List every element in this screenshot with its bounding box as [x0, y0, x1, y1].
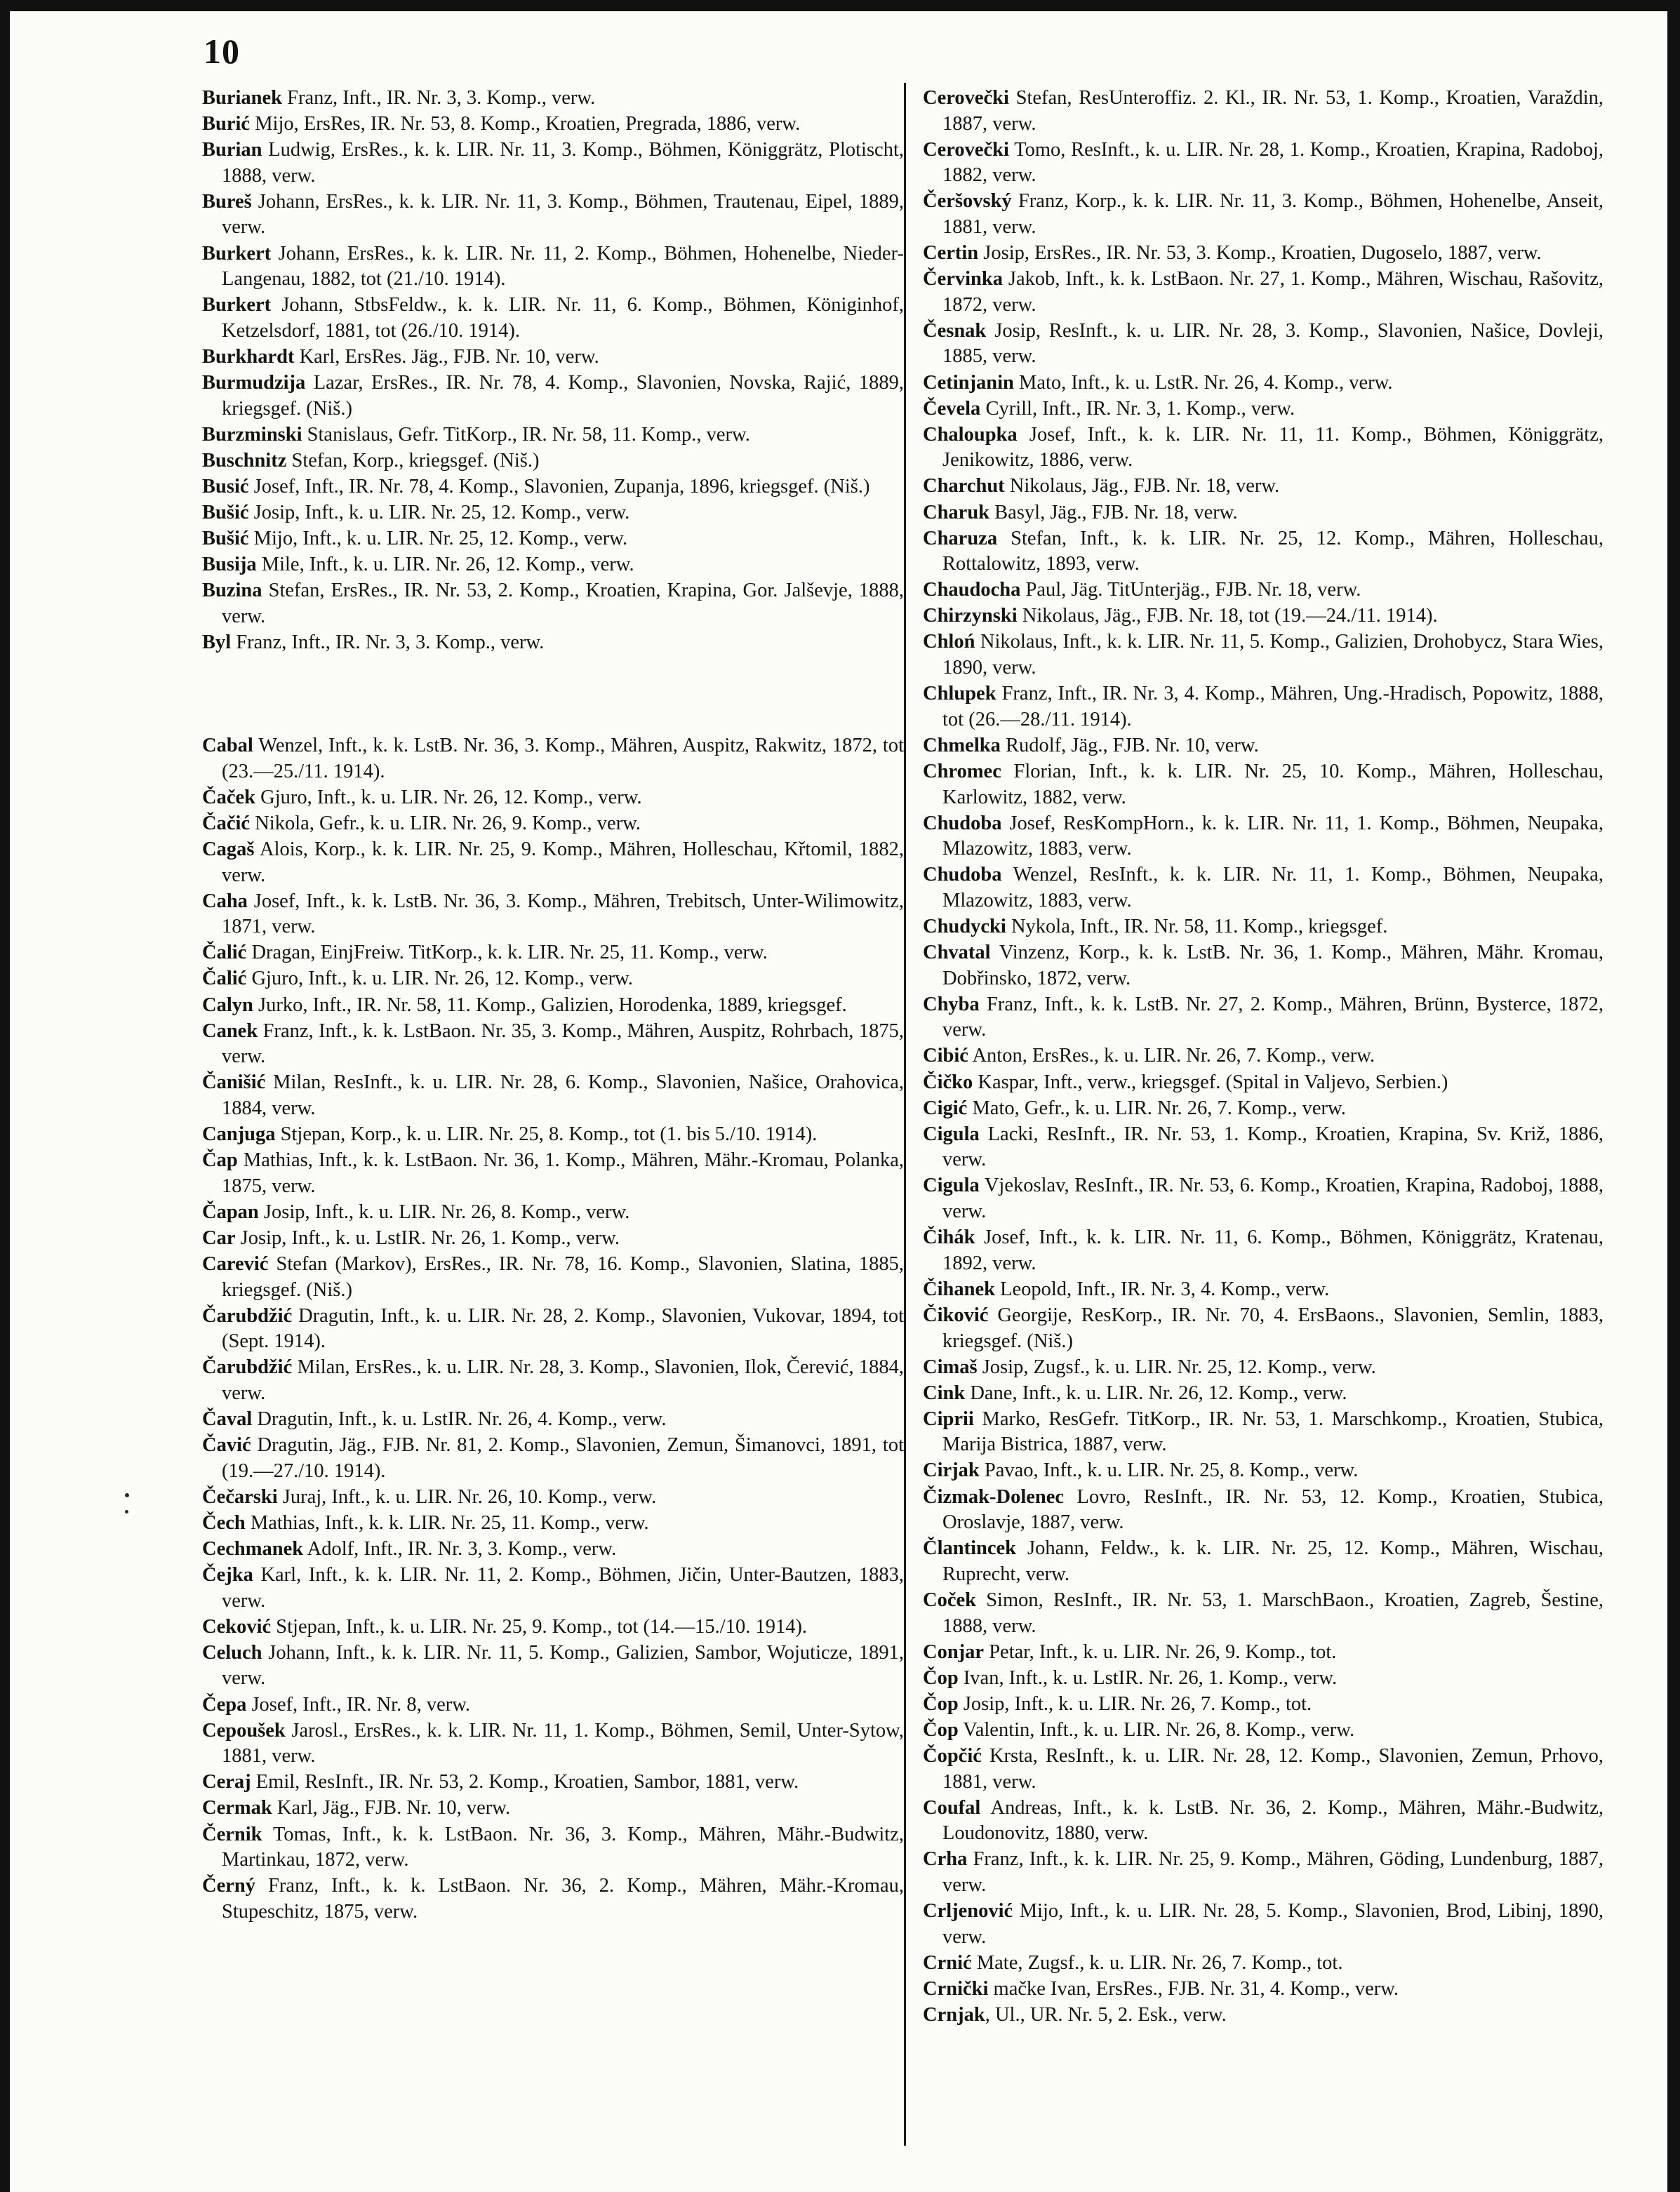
- register-entry: [202, 578, 904, 629]
- entry-details: Andreas, Inft., k. k. LstB. Nr. 36, 2. Komp., Mähren, Mähr.-Budwitz, Loudonovitz, 1880, verw.: [942, 1796, 1604, 1845]
- entry-surname: Charuza: [923, 527, 998, 549]
- entry-surname: Coček: [923, 1589, 976, 1611]
- entry-surname: Buschnitz: [202, 449, 287, 472]
- register-entry: [923, 1692, 1604, 1718]
- entry-surname: Cigula: [923, 1175, 980, 1197]
- entry-surname: Chaloupka: [923, 423, 1018, 446]
- register-entry: [202, 1200, 904, 1226]
- register-entry: [923, 500, 1604, 526]
- register-entry: [202, 1019, 904, 1070]
- entry-details: Karl, ErsRes. Jäg., FJB. Nr. 10, verw.: [294, 345, 599, 368]
- entry-details: Krsta, ResInft., k. u. LIR. Nr. 28, 12. Komp., Slavonien, Zemun, Prhovo, 1881, verw.: [942, 1745, 1604, 1793]
- entry-details: Pavao, Inft., k. u. LIR. Nr. 25, 8. Komp., verw.: [979, 1459, 1359, 1482]
- entry-details: Emil, ResInft., IR. Nr. 53, 2. Komp., Kroatien, Sambor, 1881, verw.: [251, 1771, 799, 1793]
- entry-surname: Chudoba: [923, 864, 1002, 886]
- entry-details: Wenzel, ResInft., k. k. LIR. Nr. 11, 1. Komp., Böhmen, Neupaka, Mlazowitz, 1883, verw.: [942, 864, 1604, 911]
- entry-surname: Čaček: [202, 786, 255, 808]
- entry-details: Adolf, Inft., IR. Nr. 3, 3. Komp., verw.: [303, 1537, 617, 1560]
- entry-details: Franz, Inft., IR. Nr. 3, 3. Komp., verw.: [231, 631, 545, 653]
- entry-details: Basyl, Jäg., FJB. Nr. 18, verw.: [989, 501, 1238, 523]
- entry-details: Stjepan, Inft., k. u. LIR. Nr. 25, 9. Komp., tot (14.—15./10. 1914).: [271, 1615, 808, 1638]
- register-entry: [202, 345, 904, 370]
- entry-details: Vinzenz, Korp., k. k. LstB. Nr. 36, 1. Komp., Mähren, Mähr. Kromau, Dobřinsko, 1872, verw.: [942, 942, 1604, 989]
- entry-details: Kaspar, Inft., verw., kriegsgef. (Spital in Valjevo, Serbien.): [973, 1071, 1448, 1093]
- entry-surname: Čalić: [202, 942, 247, 964]
- register-entry: [923, 603, 1604, 629]
- entry-details: Alois, Korp., k. k. LIR. Nr. 25, 9. Komp., Mähren, Holleschau, Křtomil, 1882, verw.: [222, 838, 904, 886]
- entry-surname: Celuch: [202, 1641, 262, 1664]
- register-entry: [202, 837, 904, 888]
- entry-details: Josef, ResKompHorn., k. k. LIR. Nr. 11, 1. Komp., Böhmen, Neupaka, Mlazowitz, 1883, verw.: [942, 812, 1604, 860]
- entry-surname: Čopčić: [923, 1745, 982, 1767]
- scan-border-left: [0, 0, 10, 2192]
- entry-surname: Cerovečki: [923, 138, 1009, 161]
- entry-surname: Čavić: [202, 1434, 251, 1457]
- register-entry: [923, 1536, 1604, 1587]
- entry-details: Jarosl., ErsRes., k. k. LIR. Nr. 11, 1. Komp., Böhmen, Semil, Unter-Sytow, 1881, verw.: [222, 1719, 904, 1767]
- register-entry: [202, 1122, 904, 1148]
- register-entry: [923, 267, 1604, 318]
- register-entry: [923, 241, 1604, 267]
- entry-details: Gjuro, Inft., k. u. LIR. Nr. 26, 12. Komp., verw.: [246, 968, 633, 990]
- entry-details: Valentin, Inft., k. u. LIR. Nr. 26, 8. Komp., verw.: [958, 1718, 1355, 1741]
- register-entry: [923, 1303, 1604, 1354]
- entry-details: , Ul., UR. Nr. 5, 2. Esk., verw.: [985, 2003, 1227, 2026]
- entry-surname: Ceković: [202, 1615, 272, 1638]
- register-entry: [202, 940, 904, 966]
- entry-surname: Čizmak-Dolenec: [923, 1485, 1065, 1508]
- entry-details: Josef, Inft., k. k. LIR. Nr. 11, 11. Komp., Böhmen, Königgrätz, Jenikowitz, 1886, verw.: [942, 423, 1604, 472]
- entry-details: Stefan, ResUnteroffiz. 2. Kl., IR. Nr. 53, 1. Komp., Kroatien, Varaždin, 1887, verw.: [942, 87, 1604, 135]
- entry-details: Mato, Gefr., k. u. LIR. Nr. 26, 7. Komp., verw.: [967, 1097, 1346, 1119]
- entry-details: Simon, ResInft., IR. Nr. 53, 1. MarschBaon., Kroatien, Zagreb, Šestine, 1888, verw.: [942, 1589, 1604, 1637]
- register-entry: [202, 1304, 904, 1355]
- entry-surname: Crnički: [923, 1977, 989, 2000]
- register-entry: [923, 1096, 1604, 1122]
- entry-surname: Člantincek: [923, 1537, 1017, 1560]
- entry-surname: Coufal: [923, 1796, 981, 1819]
- entry-details: Ludwig, ErsRes., k. k. LIR. Nr. 11, 3. Komp., Böhmen, Königgrätz, Plotischt, 1888, verw.: [222, 139, 904, 187]
- entry-surname: Carević: [202, 1252, 269, 1275]
- entry-surname: Cechmanek: [202, 1537, 304, 1560]
- entry-details: Josip, Inft., k. u. LIR. Nr. 26, 7. Komp., tot.: [958, 1692, 1312, 1715]
- entry-surname: Bušić: [202, 528, 249, 550]
- entry-details: Wenzel, Inft., k. k. LstB. Nr. 36, 3. Komp., Mähren, Auspitz, Rakwitz, 1872, tot (23.—25./11. 1914).: [222, 735, 904, 782]
- entry-surname: Cigula: [923, 1123, 980, 1145]
- left-column: [202, 86, 904, 1925]
- entry-details: Mijo, Inft., k. u. LIR. Nr. 28, 5. Komp., Slavonien, Brod, Libinj, 1890, verw.: [942, 1900, 1604, 1948]
- entry-surname: Car: [202, 1227, 236, 1249]
- register-entry: [923, 1796, 1604, 1847]
- entry-details: Nikolaus, Jäg., FJB. Nr. 18, verw.: [1004, 475, 1280, 497]
- register-entry: [202, 1692, 904, 1718]
- register-entry: [923, 1070, 1604, 1096]
- register-entry: [202, 1563, 904, 1614]
- entry-surname: Conjar: [923, 1640, 985, 1663]
- entry-surname: Cepoušek: [202, 1719, 286, 1742]
- entry-surname: Canek: [202, 1020, 258, 1042]
- register-entry: [202, 448, 904, 474]
- register-entry: [923, 811, 1604, 862]
- entry-surname: Čeršovský: [923, 190, 1012, 213]
- entry-surname: Canjuga: [202, 1123, 276, 1145]
- register-entry: [202, 552, 904, 578]
- entry-details: Stanislaus, Gefr. TitKorp., IR. Nr. 58, 11. Komp., verw.: [302, 423, 750, 446]
- register-entry: [923, 1458, 1604, 1484]
- entry-surname: Chudoba: [923, 812, 1002, 834]
- entry-surname: Burić: [202, 113, 251, 135]
- entry-details: Nikolaus, Jäg., FJB. Nr. 18, tot (19.—24./11. 1914).: [1017, 605, 1438, 627]
- register-entry: [202, 370, 904, 422]
- entry-details: Nikola, Gefr., k. u. LIR. Nr. 26, 9. Komp., verw.: [250, 812, 641, 834]
- entry-details: Dragutin, Inft., k. u. LstIR. Nr. 26, 4. Komp., verw.: [252, 1408, 667, 1430]
- register-entry: [923, 370, 1604, 396]
- scan-border-right: [1667, 0, 1680, 2192]
- entry-surname: Ceraj: [202, 1771, 251, 1793]
- entry-details: Karl, Jäg., FJB. Nr. 10, verw.: [272, 1797, 511, 1819]
- entry-details: Florian, Inft., k. k. LIR. Nr. 25, 10. Komp., Mähren, Holleschau, Karlowitz, 1882, verw.: [942, 760, 1604, 808]
- entry-details: Stefan, Korp., kriegsgef. (Niš.): [286, 449, 540, 472]
- entry-surname: Čevela: [923, 397, 981, 420]
- register-entry: [202, 1796, 904, 1822]
- register-entry: [923, 992, 1604, 1043]
- entry-details: Ivan, Inft., k. u. LstIR. Nr. 26, 1. Komp., verw.: [958, 1666, 1338, 1689]
- register-entry: [202, 1252, 904, 1303]
- register-entry: [202, 112, 904, 138]
- entry-details: Franz, Inft., k. k. LIR. Nr. 25, 9. Komp., Mähren, Göding, Lundenburg, 1887, verw.: [942, 1848, 1604, 1896]
- entry-surname: Cabal: [202, 735, 253, 757]
- entry-details: Josip, Inft., k. u. LIR. Nr. 26, 8. Komp., verw.: [258, 1201, 630, 1223]
- entry-details: Gjuro, Inft., k. u. LIR. Nr. 26, 12. Komp., verw.: [255, 786, 642, 808]
- register-entry: [202, 1718, 904, 1770]
- entry-surname: Crnić: [923, 1951, 972, 1974]
- register-entry: [923, 1666, 1604, 1692]
- register-entry: [923, 914, 1604, 940]
- register-entry: [923, 1225, 1604, 1276]
- register-entry: [202, 422, 904, 448]
- entry-surname: Čanišić: [202, 1071, 266, 1094]
- register-entry: [202, 1407, 904, 1433]
- register-entry: [923, 1847, 1604, 1898]
- entry-surname: Charuk: [923, 501, 990, 523]
- register-entry: [923, 1122, 1604, 1173]
- entry-details: Josip, ResInft., k. u. LIR. Nr. 28, 3. Komp., Slavonien, Našice, Dovleji, 1885, verw.: [942, 319, 1604, 368]
- entry-surname: Čarubdžić: [202, 1356, 293, 1379]
- entry-surname: Čop: [923, 1666, 959, 1689]
- register-entry: [923, 1173, 1604, 1224]
- entry-details: Mathias, Inft., k. k. LIR. Nr. 25, 11. Komp., verw.: [245, 1511, 649, 1534]
- entry-details: Josip, Inft., k. u. LstIR. Nr. 26, 1. Komp., verw.: [235, 1227, 620, 1249]
- right-column: [923, 86, 1604, 2029]
- entry-surname: Charchut: [923, 475, 1005, 497]
- entry-details: Tomo, ResInft., k. u. LIR. Nr. 28, 1. Komp., Kroatien, Krapina, Radoboj, 1882, verw.: [942, 138, 1604, 187]
- entry-details: Josip, ErsRes., IR. Nr. 53, 3. Komp., Kroatien, Dugoselo, 1887, verw.: [978, 242, 1542, 265]
- register-entry: [923, 733, 1604, 759]
- entry-details: Johann, ErsRes., k. k. LIR. Nr. 11, 2. Komp., Böhmen, Hohenelbe, Nieder-Langenau, 1882, tot (21./10. 1914).: [222, 242, 904, 290]
- register-entry: [202, 1615, 904, 1640]
- register-entry: [202, 966, 904, 992]
- entry-details: Cyrill, Inft., IR. Nr. 3, 1. Komp., verw.: [980, 397, 1295, 420]
- register-entry: [202, 474, 904, 500]
- entry-surname: Čejka: [202, 1564, 253, 1586]
- entry-details: Franz, Inft., IR. Nr. 3, 3. Komp., verw.: [282, 87, 596, 109]
- entry-surname: Čičko: [923, 1071, 973, 1093]
- entry-surname: Čečarski: [202, 1485, 278, 1508]
- entry-details: Franz, Inft., IR. Nr. 3, 4. Komp., Mähren, Ung.-Hradisch, Popowitz, 1888, tot (26.—28./11. 1914).: [942, 683, 1604, 730]
- entry-details: Milan, ErsRes., k. u. LIR. Nr. 28, 3. Komp., Slavonien, Ilok, Čerević, 1884, verw.: [222, 1356, 904, 1404]
- entry-surname: Černý: [202, 1875, 255, 1897]
- register-entry: [923, 1485, 1604, 1536]
- entry-details: Dane, Inft., k. u. LIR. Nr. 26, 12. Komp., verw.: [965, 1382, 1347, 1404]
- entry-surname: Cigić: [923, 1097, 968, 1119]
- entry-surname: Chloń: [923, 631, 975, 653]
- entry-surname: Crljenović: [923, 1900, 1013, 1923]
- entry-details: Josef, Inft., IR. Nr. 8, verw.: [246, 1693, 471, 1716]
- entry-surname: Chyba: [923, 993, 980, 1015]
- entry-details: Tomas, Inft., k. k. LstBaon. Nr. 36, 3. Komp., Mähren, Mähr.-Budwitz, Martinkau, 1872, verw.: [222, 1823, 904, 1871]
- entry-surname: Burkhardt: [202, 345, 295, 368]
- entry-surname: Chromec: [923, 760, 1001, 782]
- entry-details: Mile, Inft., k. u. LIR. Nr. 26, 12. Komp., verw.: [256, 554, 634, 576]
- entry-details: Rudolf, Jäg., FJB. Nr. 10, verw.: [1000, 734, 1259, 756]
- entry-surname: Burzminski: [202, 423, 302, 446]
- entry-details: Johann, StbsFeldw., k. k. LIR. Nr. 11, 6. Komp., Böhmen, Königinhof, Ketzelsdorf, 1881, tot (26./10. 1914).: [222, 294, 904, 342]
- entry-surname: Čihanek: [923, 1278, 995, 1300]
- register-entry: [923, 1381, 1604, 1407]
- register-entry: [923, 474, 1604, 500]
- entry-surname: Certin: [923, 242, 979, 265]
- register-entry: [923, 1718, 1604, 1744]
- entry-surname: Čap: [202, 1149, 238, 1172]
- entry-details: Josef, Inft., k. k. LIR. Nr. 11, 6. Komp., Böhmen, Königgrätz, Kratenau, 1892, verw.: [942, 1227, 1604, 1274]
- register-entry: [923, 940, 1604, 991]
- entry-surname: Cimaš: [923, 1356, 978, 1378]
- entry-details: Johann, Inft., k. k. LIR. Nr. 11, 5. Komp., Galizien, Sambor, Wojuticze, 1891, verw.: [222, 1641, 904, 1690]
- entry-surname: Burianek: [202, 87, 283, 109]
- entry-surname: Busija: [202, 554, 257, 576]
- entry-details: Leopold, Inft., IR. Nr. 3, 4. Komp., verw.: [994, 1278, 1330, 1300]
- entry-details: Lacki, ResInft., IR. Nr. 53, 1. Komp., Kroatien, Krapina, Sv. Križ, 1886, verw.: [942, 1123, 1604, 1171]
- entry-surname: Bušić: [202, 502, 249, 523]
- entry-details: Stefan (Markov), ErsRes., IR. Nr. 78, 16. Komp., Slavonien, Slatina, 1885, kriegsgef. (Niš.): [222, 1252, 904, 1301]
- entry-details: Mijo, Inft., k. u. LIR. Nr. 25, 12. Komp., verw.: [248, 528, 628, 550]
- entry-surname: Bureš: [202, 190, 252, 213]
- entry-surname: Čalić: [202, 968, 247, 990]
- entry-details: Milan, ResInft., k. u. LIR. Nr. 28, 6. Komp., Slavonien, Našice, Orahovica, 1884, verw.: [222, 1071, 904, 1119]
- entry-details: Mate, Zugsf., k. u. LIR. Nr. 26, 7. Komp., tot.: [971, 1951, 1343, 1974]
- entry-surname: Cirjak: [923, 1459, 980, 1482]
- register-entry: [202, 1537, 904, 1563]
- register-entry: [923, 1951, 1604, 1977]
- page-number: 10: [204, 32, 240, 71]
- entry-details: Mato, Inft., k. u. LstR. Nr. 26, 4. Komp., verw.: [1013, 371, 1393, 394]
- register-entry: [202, 1070, 904, 1121]
- register-entry: [202, 733, 904, 784]
- entry-details: mačke Ivan, ErsRes., FJB. Nr. 31, 4. Komp., verw.: [988, 1977, 1399, 2000]
- register-entry: [923, 319, 1604, 370]
- register-entry: [202, 1822, 904, 1873]
- entry-details: Karl, Inft., k. k. LIR. Nr. 11, 2. Komp., Böhmen, Jičin, Unter-Bautzen, 1883, verw.: [222, 1564, 904, 1612]
- register-entry: [202, 889, 904, 940]
- register-entry: [923, 138, 1604, 189]
- entry-details: Franz, Korp., k. k. LIR. Nr. 11, 3. Komp., Böhmen, Hohenelbe, Anseit, 1881, verw.: [942, 190, 1604, 238]
- entry-surname: Burkert: [202, 242, 272, 265]
- register-entry: [923, 1277, 1604, 1303]
- register-entry: [923, 2003, 1604, 2029]
- entry-surname: Crnjak: [923, 2003, 985, 2026]
- register-entry: [923, 86, 1604, 137]
- entry-surname: Cibić: [923, 1045, 968, 1067]
- entry-details: Stefan, ErsRes., IR. Nr. 53, 2. Komp., Kroatien, Krapina, Gor. Jalševje, 1888, verw.: [222, 580, 904, 627]
- register-entry: [923, 629, 1604, 681]
- entry-surname: Čapan: [202, 1201, 259, 1223]
- entry-details: Lovro, ResInft., IR. Nr. 53, 12. Komp., Kroatien, Stubica, Oroslavje, 1887, verw.: [942, 1485, 1604, 1534]
- entry-surname: Cerovečki: [923, 87, 1009, 109]
- register-entry: [923, 1043, 1604, 1069]
- entry-details: Jurko, Inft., IR. Nr. 58, 11. Komp., Galizien, Horodenka, 1889, kriegsgef.: [253, 994, 847, 1016]
- register-entry: [202, 1511, 904, 1537]
- entry-details: Franz, Inft., k. k. LstB. Nr. 27, 2. Komp., Mähren, Brünn, Bystercе, 1872, verw.: [942, 993, 1604, 1041]
- register-entry: [202, 138, 904, 189]
- entry-surname: Chlupek: [923, 683, 996, 705]
- register-entry: [202, 1148, 904, 1199]
- register-entry: [923, 1355, 1604, 1381]
- entry-surname: Čop: [923, 1692, 959, 1715]
- entry-surname: Červinka: [923, 268, 1003, 290]
- ink-speck: [125, 1510, 128, 1513]
- entry-surname: Chaudocha: [923, 579, 1021, 601]
- register-entry: [923, 526, 1604, 577]
- entry-details: Josip, Zugsf., k. u. LIR. Nr. 25, 12. Komp., verw.: [977, 1356, 1376, 1378]
- register-entry: [202, 630, 904, 656]
- entry-surname: Chvatal: [923, 942, 991, 964]
- entry-surname: Čarubdžić: [202, 1304, 293, 1327]
- entry-details: Mathias, Inft., k. k. LstBaon. Nr. 36, 1. Komp., Mähren, Mähr.-Kromau, Polanka, 1875, verw.: [222, 1149, 904, 1197]
- register-entry: [923, 759, 1604, 810]
- entry-surname: Burkert: [202, 294, 272, 316]
- register-entry: [202, 1433, 904, 1484]
- entry-details: Paul, Jäg. TitUnterjäg., FJB. Nr. 18, verw.: [1020, 579, 1361, 601]
- entry-surname: Cetinjanin: [923, 371, 1014, 394]
- register-entry: [923, 1899, 1604, 1950]
- column-divider: [904, 83, 906, 2146]
- entry-details: Nikolaus, Inft., k. k. LIR. Nr. 11, 5. Komp., Galizien, Drohobycz, Stara Wies, 1890, verw.: [942, 631, 1604, 679]
- register-entry: [923, 396, 1604, 422]
- register-entry: [202, 1355, 904, 1406]
- entry-surname: Cagaš: [202, 838, 255, 860]
- entry-surname: Calyn: [202, 994, 253, 1016]
- entry-surname: Černik: [202, 1823, 262, 1845]
- entry-details: Georgije, ResKorp., IR. Nr. 70, 4. ErsBaons., Slavonien, Semlin, 1883, kriegsgef. (Niš.): [942, 1304, 1604, 1352]
- entry-details: Petar, Inft., k. u. LIR. Nr. 26, 9. Komp., tot.: [984, 1640, 1337, 1663]
- entry-details: Josip, Inft., k. u. LIR. Nr. 25, 12. Komp., verw.: [248, 502, 630, 523]
- entry-surname: Byl: [202, 631, 232, 653]
- section-gap: [202, 656, 904, 733]
- register-entry: [202, 241, 904, 293]
- register-entry: [202, 86, 904, 112]
- register-entry: [202, 1873, 904, 1925]
- entry-details: Dragutin, Inft., k. u. LIR. Nr. 28, 2. Komp., Slavonien, Vukovar, 1894, tot (Sept. 1914).: [222, 1304, 904, 1353]
- entry-details: Franz, Inft., k. k. LstBaon. Nr. 36, 2. Komp., Mähren, Mähr.-Kromau, Stupeschitz, 1875, verw.: [222, 1875, 904, 1923]
- entry-details: Juraj, Inft., k. u. LIR. Nr. 26, 10. Komp., verw.: [277, 1485, 657, 1508]
- register-entry: [923, 1640, 1604, 1666]
- register-entry: [202, 526, 904, 552]
- register-entry: [202, 785, 904, 811]
- entry-surname: Busić: [202, 475, 249, 497]
- entry-details: Jakob, Inft., k. k. LstBaon. Nr. 27, 1. Komp., Mähren, Wischau, Rašovitz, 1872, verw.: [942, 268, 1604, 316]
- entry-details: Franz, Inft., k. k. LstBaon. Nr. 35, 3. Komp., Mähren, Auspitz, Rohrbach, 1875, verw.: [222, 1020, 904, 1068]
- entry-details: Lazar, ErsRes., IR. Nr. 78, 4. Komp., Slavonien, Novska, Rajić, 1889, kriegsgef. (Niš.): [222, 372, 904, 420]
- ink-speck: [125, 1493, 129, 1497]
- register-entry: [202, 1770, 904, 1796]
- entry-details: Stjepan, Korp., k. u. LIR. Nr. 25, 8. Komp., tot (1. bis 5./10. 1914).: [275, 1123, 818, 1145]
- entry-details: Marko, ResGefr. TitKorp., IR. Nr. 53, 1. Marschkomp., Kroatien, Stubica, Marija Bistrica, 1887, verw.: [942, 1408, 1604, 1456]
- entry-surname: Cermak: [202, 1797, 272, 1819]
- entry-details: Josef, Inft., k. k. LstB. Nr. 36, 3. Komp., Mähren, Trebitsch, Unter-Wilimowitz, 1871, verw.: [222, 890, 904, 938]
- entry-details: Nykola, Inft., IR. Nr. 58, 11. Komp., kriegsgef.: [1006, 916, 1388, 937]
- entry-details: Dragan, EinjFreiw. TitKorp., k. k. LIR. Nr. 25, 11. Komp., verw.: [246, 942, 768, 964]
- entry-surname: Caha: [202, 890, 248, 912]
- entry-details: Dragutin, Jäg., FJB. Nr. 81, 2. Komp., Slavonien, Zemun, Šimanovci, 1891, tot (19.—27./10. 1914).: [222, 1434, 904, 1482]
- register-entry: [923, 422, 1604, 474]
- entry-surname: Buzina: [202, 580, 262, 602]
- entry-surname: Česnak: [923, 319, 987, 342]
- entry-surname: Čačić: [202, 812, 251, 834]
- entry-surname: Chmelka: [923, 734, 1001, 756]
- register-entry: [202, 500, 904, 526]
- register-entry: [202, 1640, 904, 1692]
- entry-details: Johann, ErsRes., k. k. LIR. Nr. 11, 3. Komp., Böhmen, Trautenau, Eipel, 1889, verw.: [222, 190, 904, 239]
- register-entry: [923, 189, 1604, 240]
- entry-surname: Burmudzija: [202, 372, 306, 394]
- entry-surname: Chudycki: [923, 916, 1006, 937]
- entry-surname: Ciprii: [923, 1408, 974, 1430]
- register-entry: [923, 577, 1604, 603]
- entry-details: Vjekoslav, ResInft., IR. Nr. 53, 6. Komp., Kroatien, Krapina, Radoboj, 1888, verw.: [942, 1175, 1604, 1223]
- register-entry: [923, 1407, 1604, 1458]
- register-entry: [923, 1588, 1604, 1639]
- scan-border-top: [0, 0, 1680, 11]
- entry-surname: Čiković: [923, 1304, 989, 1326]
- register-entry: [202, 993, 904, 1019]
- register-entry: [202, 189, 904, 241]
- entry-surname: Čop: [923, 1718, 959, 1741]
- entry-surname: Cink: [923, 1382, 966, 1404]
- entry-surname: Burian: [202, 139, 262, 161]
- entry-details: Johann, Feldw., k. k. LIR. Nr. 25, 12. Komp., Mähren, Wischau, Ruprecht, verw.: [942, 1537, 1604, 1585]
- entry-details: Anton, ErsRes., k. u. LIR. Nr. 26, 7. Komp., verw.: [968, 1045, 1375, 1067]
- register-entry: [202, 293, 904, 344]
- register-entry: [923, 862, 1604, 914]
- entry-details: Mijo, ErsRes, IR. Nr. 53, 8. Komp., Kroatien, Pregrada, 1886, verw.: [250, 113, 801, 135]
- entry-surname: Čech: [202, 1511, 246, 1534]
- register-entry: [923, 1744, 1604, 1795]
- register-entry: [202, 811, 904, 837]
- entry-surname: Čihák: [923, 1227, 975, 1249]
- register-entry: [202, 1485, 904, 1511]
- entry-surname: Čaval: [202, 1408, 253, 1430]
- register-entry: [923, 681, 1604, 733]
- entry-details: Josef, Inft., IR. Nr. 78, 4. Komp., Slavonien, Zupanja, 1896, kriegsgef. (Niš.): [248, 475, 870, 497]
- entry-surname: Čepa: [202, 1693, 247, 1716]
- entry-surname: Crha: [923, 1848, 968, 1871]
- entry-details: Stefan, Inft., k. k. LIR. Nr. 25, 12. Komp., Mähren, Holleschau, Rottalowitz, 1893, verw.: [942, 527, 1604, 575]
- register-entry: [923, 1977, 1604, 2003]
- register-entry: [202, 1226, 904, 1252]
- entry-surname: Chirzynski: [923, 605, 1018, 627]
